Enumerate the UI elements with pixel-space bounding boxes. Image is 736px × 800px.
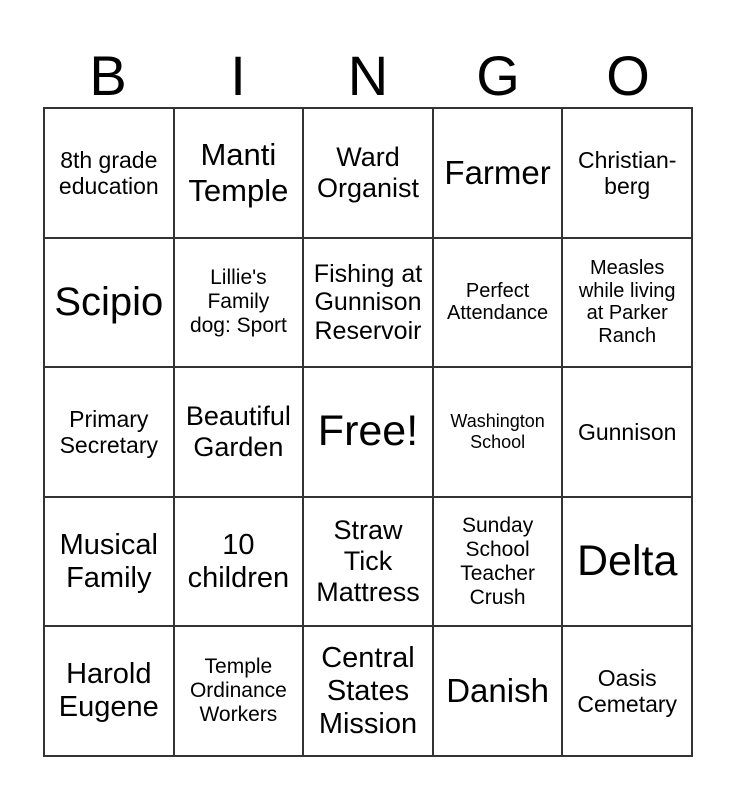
bingo-cell[interactable]: Ward Organist [303,108,433,238]
bingo-cell[interactable]: Straw Tick Mattress [303,497,433,627]
header-letter-b: B [89,44,127,107]
bingo-cell[interactable]: Central States Mission [303,626,433,756]
bingo-cell[interactable]: Gunnison [562,367,692,497]
header-letter-i: I [230,44,246,107]
bingo-cell[interactable]: Oasis Cemetary [562,626,692,756]
bingo-cell[interactable]: Delta [562,497,692,627]
bingo-cell[interactable]: Primary Secretary [44,367,174,497]
bingo-cell[interactable]: Manti Temple [174,108,304,238]
bingo-cell[interactable]: Musical Family [44,497,174,627]
bingo-cell[interactable]: Danish [433,626,563,756]
header-letter-o: O [606,44,650,107]
bingo-header [43,44,693,108]
bingo-cell[interactable]: Washington School [433,367,563,497]
header-letter-n: N [347,44,389,107]
bingo-cell[interactable]: Scipio [44,238,174,368]
free-space-cell[interactable]: Free! [303,367,433,497]
bingo-cell[interactable]: Harold Eugene [44,626,174,756]
bingo-grid [43,107,693,757]
bingo-cell[interactable]: 10 children [174,497,304,627]
bingo-cell[interactable]: Beautiful Garden [174,367,304,497]
header-letter-g: G [476,44,520,107]
bingo-cell[interactable]: Perfect Attendance [433,238,563,368]
bingo-cell[interactable]: Farmer [433,108,563,238]
bingo-cell[interactable]: Sunday School Teacher Crush [433,497,563,627]
bingo-cell[interactable]: Measles while living at Parker Ranch [562,238,692,368]
bingo-cell[interactable]: Lillie's Family dog: Sport [174,238,304,368]
bingo-cell[interactable]: 8th grade education [44,108,174,238]
bingo-cell[interactable]: Christian- berg [562,108,692,238]
bingo-cell[interactable]: Temple Ordinance Workers [174,626,304,756]
bingo-cell[interactable]: Fishing at Gunnison Reservoir [303,238,433,368]
